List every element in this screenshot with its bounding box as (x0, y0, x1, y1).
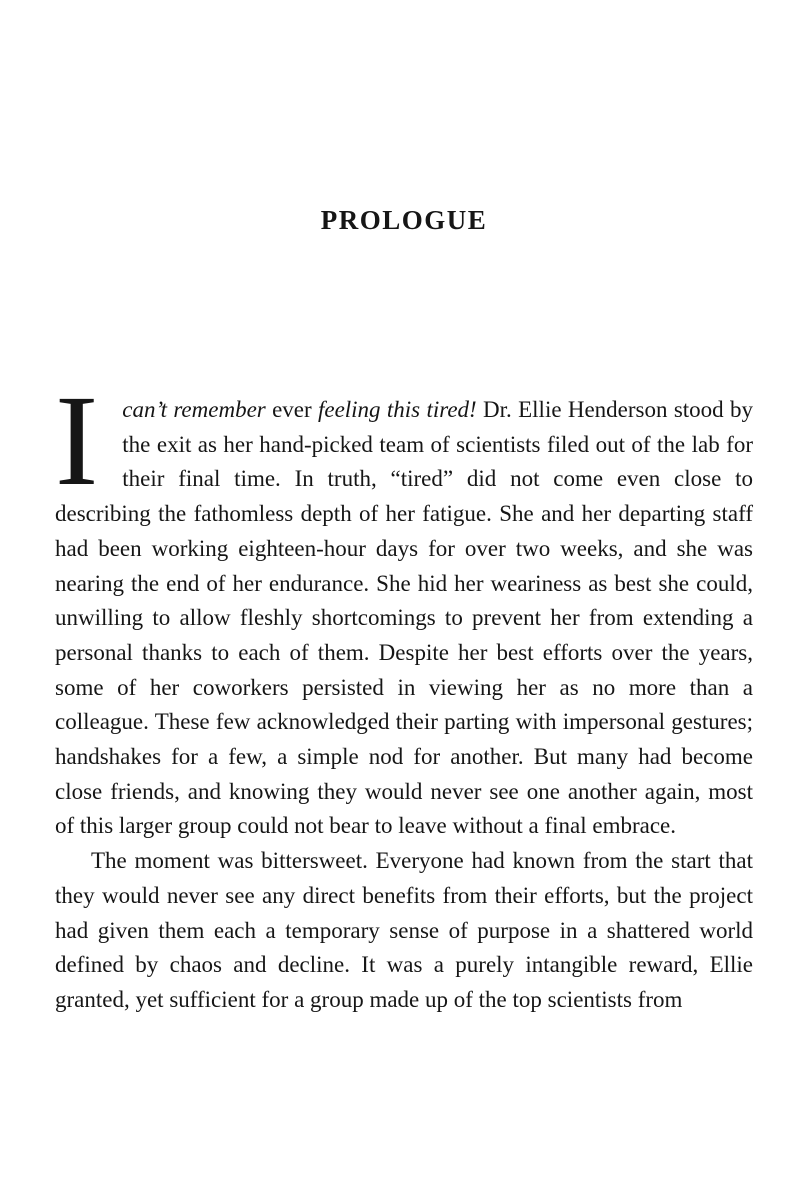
drop-cap: I (55, 369, 99, 514)
italic-text: feeling this tired! (317, 397, 477, 423)
body-text (55, 369, 753, 1018)
chapter-title: PROLOGUE (320, 205, 488, 235)
italic-text: can’t remember (122, 397, 266, 423)
text-segment: The moment was bittersweet. Everyone had known from the start that they would never see any direct benefits from their efforts, but the project had given them each a temporary sense of purpose in a shattered world defined by chaos and decline. It was a purely intangible reward, Ellie granted, yet sufficient for a group made up of the top scientists from (55, 848, 753, 1012)
text-segment: ever (265, 397, 318, 423)
text-segment: Dr. Ellie Henderson stood by the exit as her hand-picked team of scientists filed out of the lab for their final time. In truth, “tired” did not come even close to describing the fathomless depth of her fatigue. She and her departing staff had been working eighteen-hour days for over two weeks, and she was nearing the end of her endurance. She hid her weariness as best she could, unwilling to allow fleshly shortcomings to prevent her from extending a personal thanks to each of them. Despite her best efforts over the years, some of her coworkers persisted in viewing her as no more than a colleague. These few acknowledged their parting with impersonal gestures; handshakes for a few, a simple nod for another. But many had become close friends, and knowing they would never see one another again, most of this larger group could not bear to leave without a final embrace. (55, 397, 753, 839)
paragraph (55, 369, 753, 844)
paragraph (55, 844, 753, 1018)
